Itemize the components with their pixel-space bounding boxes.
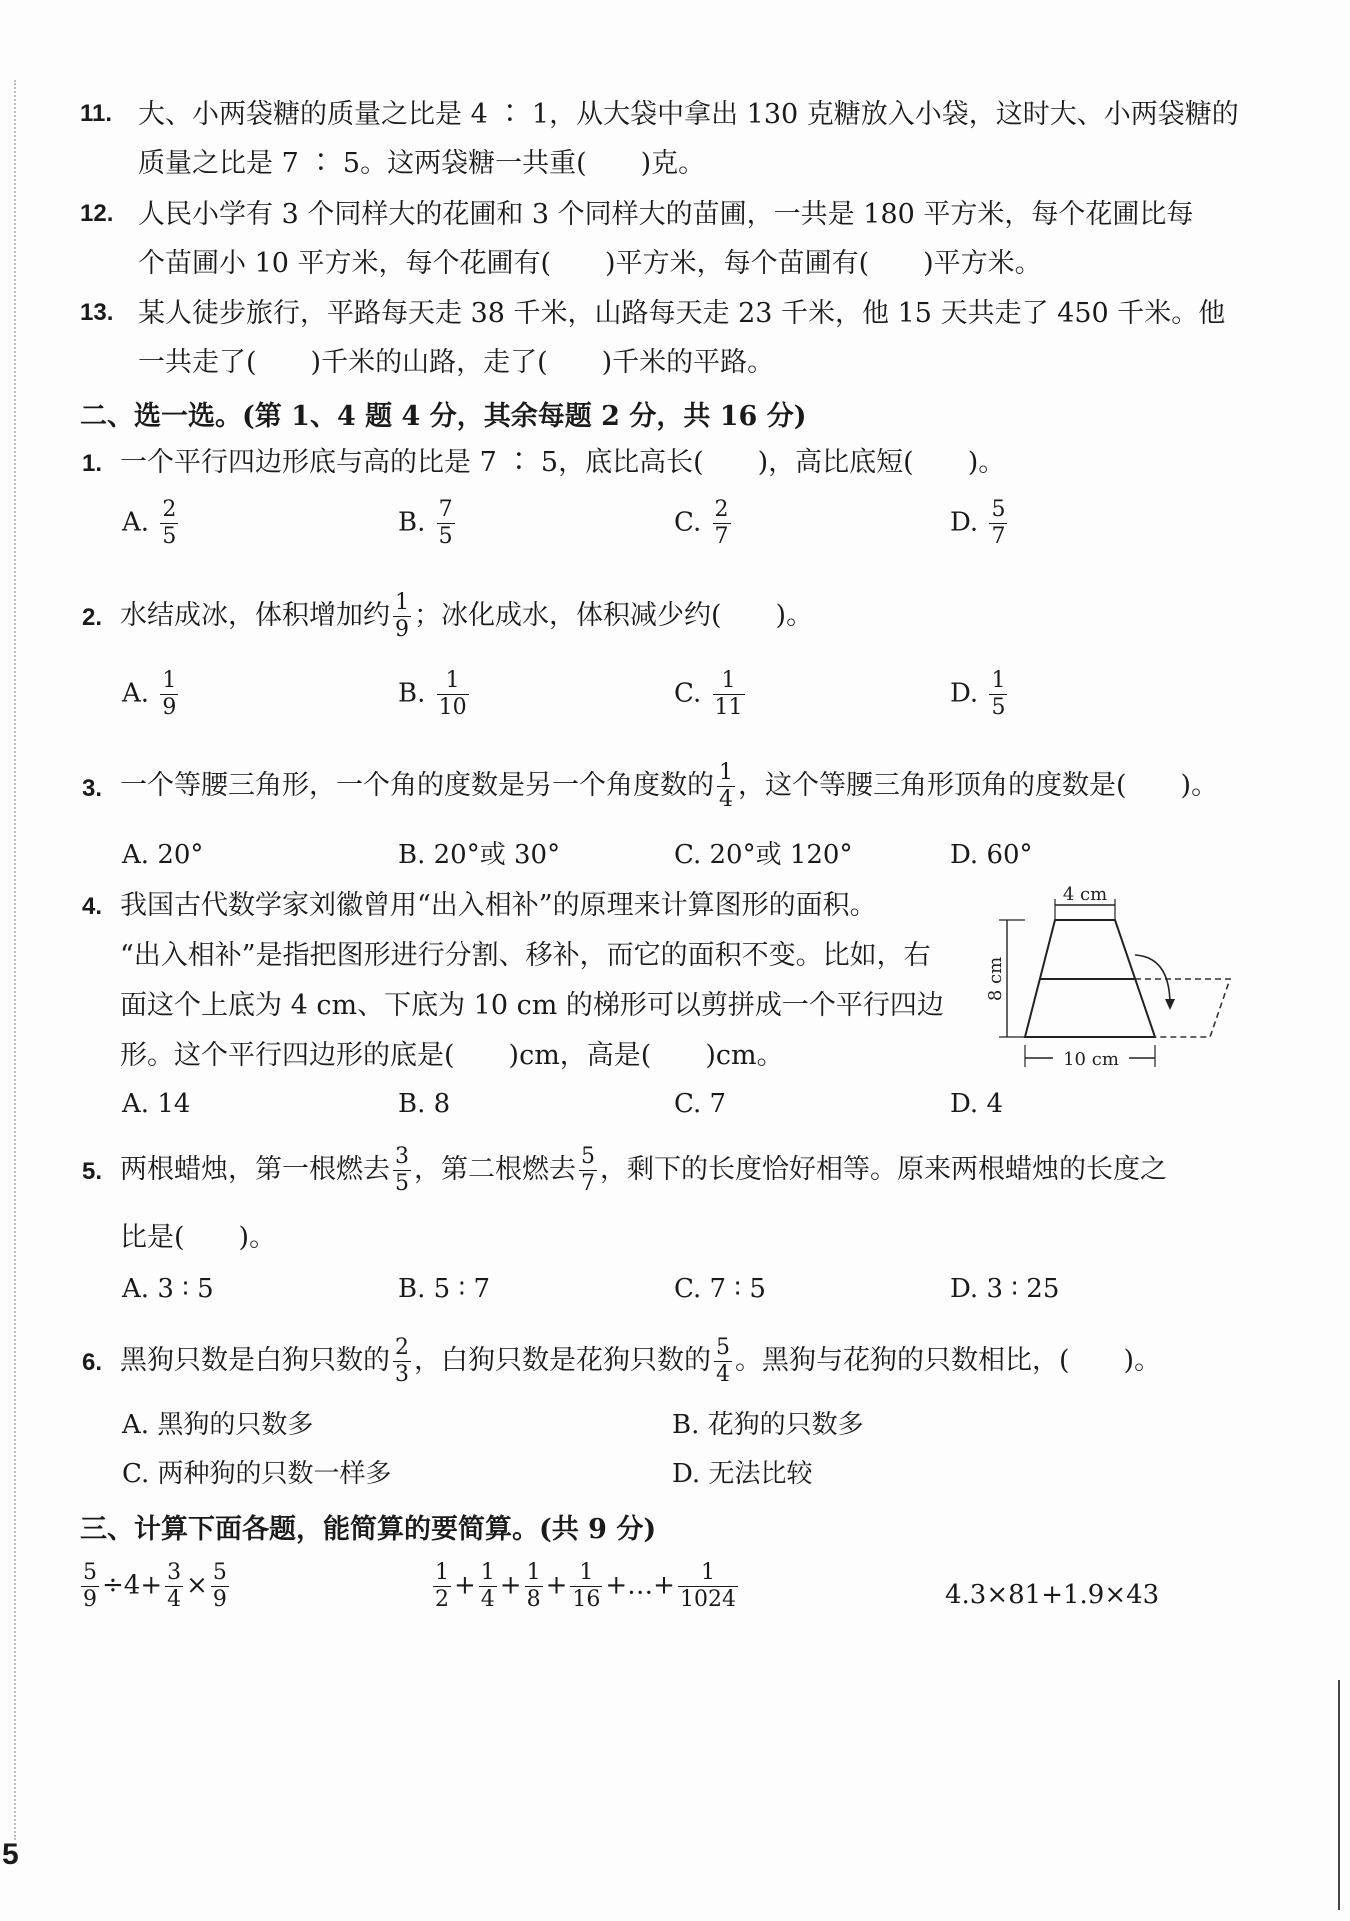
question-number: 12.	[80, 200, 114, 227]
option-d[interactable]: D. 无法比较	[672, 1459, 813, 1489]
option-b[interactable]: B. $\frac{1}{10}$	[398, 668, 467, 720]
bottom-label: 10 cm	[1063, 1049, 1119, 1070]
question-number: 2.	[82, 604, 103, 631]
option-b[interactable]: B. 20°或 30°	[398, 840, 561, 870]
option-d[interactable]: D. 60°	[950, 840, 1033, 870]
section-title: 三、计算下面各题，能简算的要简算。(共 9 分)	[80, 1514, 657, 1545]
expression-2: $\frac{1}{2}$ + $\frac{1}{4}$ + $\frac{1}{8}$ + $\frac{1}{16}$ +…+ $\frac{1}{1024}$	[435, 1560, 736, 1612]
question-number: 13.	[80, 299, 114, 326]
option-b[interactable]: B. 8	[398, 1089, 451, 1119]
option-d[interactable]: D. 4	[950, 1089, 1003, 1119]
right-edge-line	[1338, 1680, 1340, 1910]
arrow-head	[1165, 999, 1175, 1010]
question-text: 大、小两袋糖的质量之比是 4 ∶ 1，从大袋中拿出 130 克糖放入小袋，这时大、小两袋糖的	[138, 99, 1239, 130]
question-text: 水结成冰，体积增加约 $\frac{1}{9}$ ；冰化成水，体积减少约( )。	[120, 590, 814, 642]
question-number: 4.	[82, 893, 103, 920]
option-b[interactable]: B. $\frac{7}{5}$	[398, 497, 453, 549]
dashed-moved-part	[1135, 979, 1230, 1037]
top-label: 4 cm	[1062, 885, 1108, 905]
option-c[interactable]: C. $\frac{2}{7}$	[674, 497, 729, 549]
question-text: 人民小学有 3 个同样大的花圃和 3 个同样大的苗圃，一共是 180 平方米，每个花圃比每	[138, 199, 1194, 230]
binding-line	[14, 80, 16, 1840]
option-b[interactable]: B. 5 ∶ 7	[398, 1274, 491, 1304]
rotation-arrow	[1135, 955, 1170, 1005]
question-number: 1.	[82, 450, 103, 477]
option-a[interactable]: A. $\frac{1}{9}$	[122, 668, 177, 720]
question-text: 形。这个平行四边形的底是( )cm，高是( )cm。	[120, 1040, 784, 1071]
option-d[interactable]: D. $\frac{5}{7}$	[950, 497, 1006, 549]
option-c[interactable]: C. 20°或 120°	[674, 840, 853, 870]
option-a[interactable]: A. 14	[122, 1089, 191, 1119]
option-a[interactable]: A. $\frac{2}{5}$	[122, 497, 177, 549]
question-text: 黑狗只数是白狗只数的 $\frac{2}{3}$ ，白狗只数是花狗只数的 $\frac{5}{4}$ 。黑狗与花狗的只数相比，( )。	[120, 1335, 1162, 1387]
page-number: 5	[2, 1838, 19, 1871]
question-text: 一个等腰三角形，一个角的度数是另一个角度数的 $\frac{1}{4}$ ，这个等腰三角形顶角的度数是( )。	[120, 760, 1219, 812]
question-text: 某人徒步旅行，平路每天走 38 千米，山路每天走 23 千米，他 15 天共走了 450 千米。他	[138, 298, 1226, 329]
option-d[interactable]: D. 3 ∶ 25	[950, 1274, 1060, 1304]
option-a[interactable]: A. 3 ∶ 5	[122, 1274, 214, 1304]
question-text: 质量之比是 7 ∶ 5。这两袋糖一共重( )克。	[138, 148, 706, 179]
option-d[interactable]: D. $\frac{1}{5}$	[950, 668, 1006, 720]
question-text: 一共走了( )千米的山路，走了( )千米的平路。	[138, 347, 775, 378]
option-c[interactable]: C. $\frac{1}{11}$	[674, 668, 743, 720]
question-text: 一个平行四边形底与高的比是 7 ∶ 5，底比高长( )，高比底短( )。	[120, 447, 1006, 478]
question-text: 面这个上底为 4 cm、下底为 10 cm 的梯形可以剪拼成一个平行四边	[120, 990, 944, 1021]
option-b[interactable]: B. 花狗的只数多	[672, 1410, 864, 1440]
option-c[interactable]: C. 两种狗的只数一样多	[122, 1459, 392, 1489]
expression-3: 4.3×81+1.9×43	[945, 1580, 1160, 1610]
question-text: 个苗圃小 10 平方米，每个花圃有( )平方米，每个苗圃有( )平方米。	[138, 248, 1042, 279]
question-text: 我国古代数学家刘徽曾用“出入相补”的原理来计算图形的面积。	[120, 890, 877, 921]
option-a[interactable]: A. 黑狗的只数多	[122, 1410, 314, 1440]
question-number: 5.	[82, 1158, 103, 1185]
question-number: 3.	[82, 775, 103, 802]
question-number: 6.	[82, 1349, 103, 1376]
option-c[interactable]: C. 7	[674, 1089, 727, 1119]
question-text: “出入相补”是指把图形进行分割、移补，而它的面积不变。比如，右	[120, 940, 931, 971]
question-text: 两根蜡烛，第一根燃去 $\frac{3}{5}$ ，第二根燃去 $\frac{5}{7}$ ，剩下的长度恰好相等。原来两根蜡烛的长度之	[120, 1144, 1167, 1196]
option-a[interactable]: A. 20°	[122, 840, 204, 870]
question-number: 11.	[80, 100, 113, 127]
option-c[interactable]: C. 7 ∶ 5	[674, 1274, 766, 1304]
question-text: 比是( )。	[120, 1222, 277, 1253]
expression-1: $\frac{5}{9}$ ÷4+ $\frac{3}{4}$ × $\frac{5}{9}$	[83, 1560, 227, 1612]
section-title: 二、选一选。(第 1、4 题 4 分，其余每题 2 分，共 16 分)	[80, 401, 807, 432]
trapezoid-figure	[985, 885, 1245, 1075]
height-label: 8 cm	[985, 956, 1006, 1002]
